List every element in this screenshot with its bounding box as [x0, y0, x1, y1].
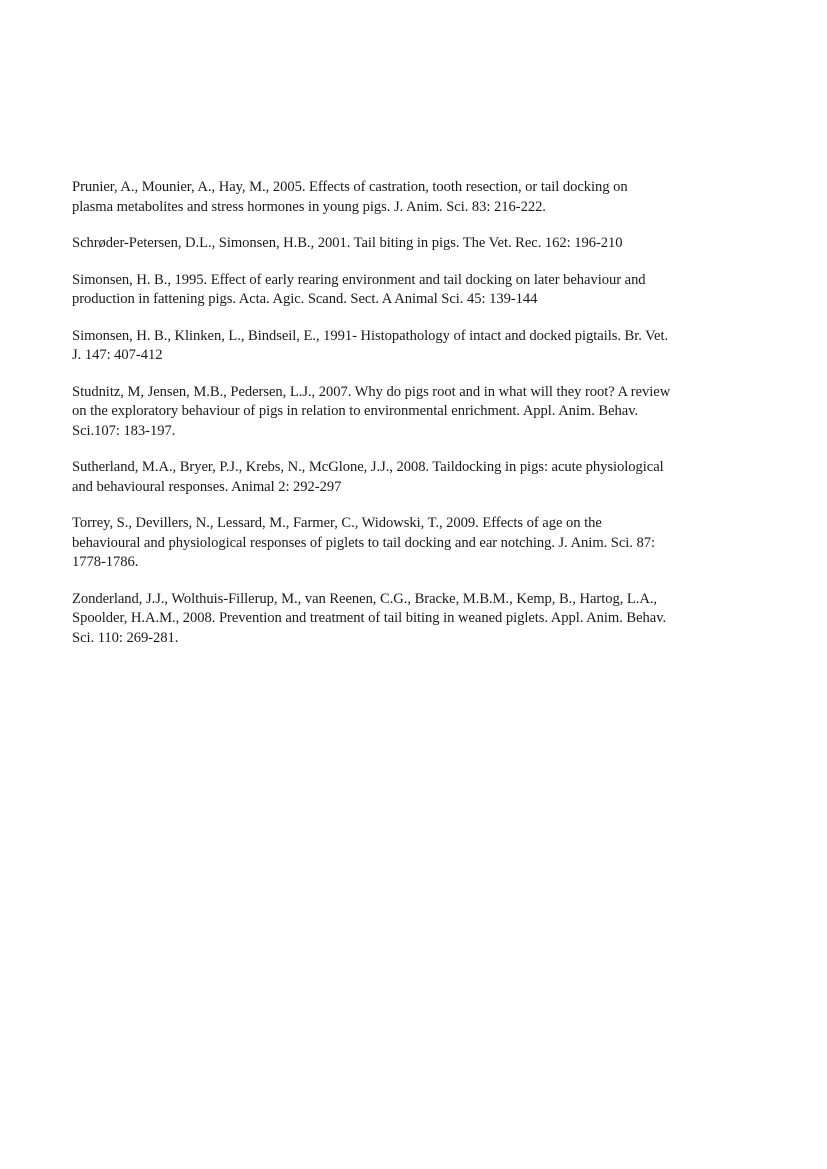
- reference-line: Studnitz, M, Jensen, M.B., Pedersen, L.J., 2007. Why do pigs root and in what will they root? A review: [72, 383, 671, 400]
- reference-line: Sutherland, M.A., Bryer, P.J., Krebs, N., McGlone, J.J., 2008. Taildocking in pigs: acute physiological: [72, 459, 664, 475]
- reference-line: Sci.107: 183-197.: [72, 422, 176, 439]
- reference-line: Sci. 110: 269-281.: [72, 629, 179, 646]
- reference-line: on the exploratory behaviour of pigs in relation to environmental enrichment. Appl. Anim. Behav.: [72, 403, 639, 419]
- reference-line: and behavioural responses. Animal 2: 292-297: [72, 478, 342, 495]
- reference-entry: [72, 271, 752, 310]
- reference-line: behavioural and physiological responses of piglets to tail docking and ear notching. J. Anim. Sci. 87:: [72, 534, 656, 551]
- reference-entry: [72, 327, 752, 366]
- reference-entry: [72, 234, 752, 254]
- reference-line: 1778-1786.: [72, 554, 139, 570]
- reference-line: Prunier, A., Mounier, A., Hay, M., 2005. Effects of castration, tooth resection, or tail docking on: [72, 179, 628, 195]
- reference-line: Torrey, S., Devillers, N., Lessard, M., Farmer, C., Widowski, T., 2009. Effects of age on the: [72, 515, 602, 531]
- reference-line: J. 147: 407-412: [72, 347, 163, 363]
- reference-entry: [72, 458, 752, 497]
- reference-list: [72, 178, 752, 665]
- reference-entry: [72, 178, 752, 217]
- reference-line: Simonsen, H. B., Klinken, L., Bindseil, E., 1991- Histopathology of intact and docked pigtails. Br. Vet.: [72, 327, 669, 344]
- reference-line: Simonsen, H. B., 1995. Effect of early rearing environment and tail docking on later behaviour and: [72, 271, 646, 288]
- reference-entry: [72, 514, 752, 573]
- reference-line: Spoolder, H.A.M., 2008. Prevention and treatment of tail biting in weaned piglets. Appl. Anim. Behav.: [72, 610, 667, 626]
- reference-entry: [72, 590, 752, 649]
- reference-line: plasma metabolites and stress hormones in young pigs. J. Anim. Sci. 83: 216-222.: [72, 198, 546, 215]
- reference-entry: [72, 383, 752, 442]
- reference-line: Schrøder-Petersen, D.L., Simonsen, H.B., 2001. Tail biting in pigs. The Vet. Rec. 162: 196-210: [72, 235, 623, 251]
- reference-line: production in fattening pigs. Acta. Agic. Scand. Sect. A Animal Sci. 45: 139-144: [72, 291, 538, 307]
- reference-line: Zonderland, J.J., Wolthuis-Fillerup, M., van Reenen, C.G., Bracke, M.B.M., Kemp, B., Hartog, L.A.,: [72, 590, 658, 607]
